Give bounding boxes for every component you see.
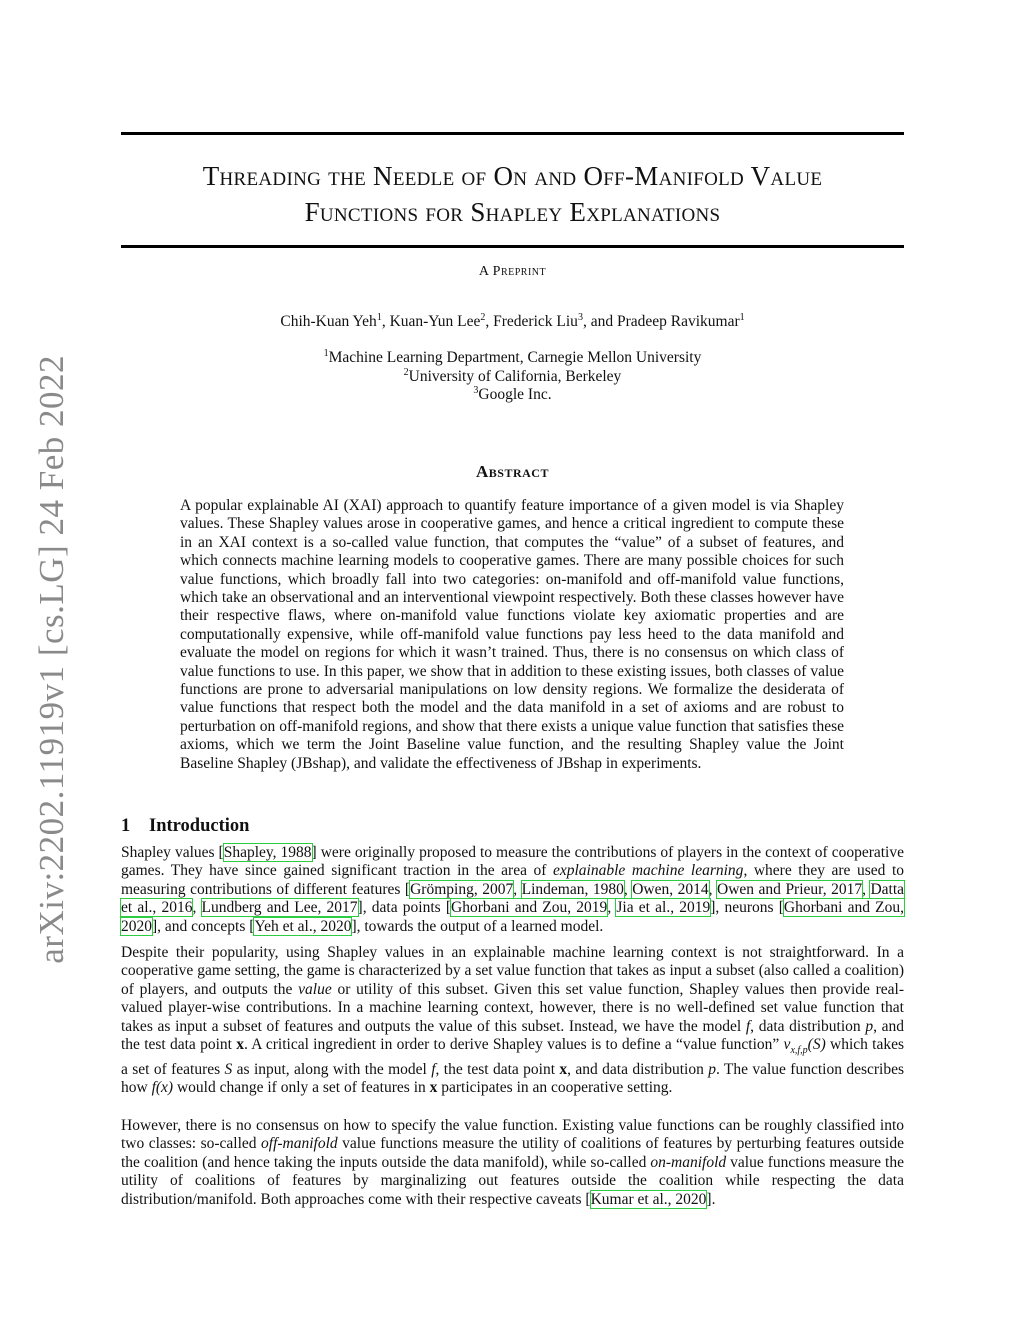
section-number: 1: [121, 816, 131, 836]
title-line-1: Threading the Needle of On and Off-Manifold Value: [202, 161, 823, 191]
citation-link[interactable]: Owen, 2014: [632, 880, 709, 898]
paragraph-intro-2: Despite their popularity, using Shapley values in an explainable machine learning context is not straightforward. In a cooperative game setting, the game is characterized by a set value function that takes as input a subset (also called a coalition) of players, and outputs the value or utility of this subset. Given this set value function, Shapley values then provide real-valued player-wise contributions. In a machine learning context, however, there is no well-defined set value function that takes as input a subset of features and outputs the value of this subset. Instead, we have the model f, data distribution p, and the test data point x. A critical ingredient in order to derive Shapley values is to define a “value function” $v_{x,f,p}(S)$ which takes a set of features S as input, along with the model f, the test data point x, and data distribution p. The value function describes how f(x) would change if only a set of features in x participates in an cooperative setting.: [121, 944, 905, 1096]
citation-link[interactable]: Shapley, 1988: [223, 844, 312, 861]
author-list: Chih-Kuan Yeh$^1$, Kuan-Yun Lee$^2$, Frederick Liu$^3$, and Pradeep Ravikumar$^1$: [280, 311, 745, 330]
arxiv-side-stamp: arXiv:2202.11919v1 [cs.LG] 24 Feb 2022: [32, 355, 71, 964]
citation-link[interactable]: Yeh et al., 2020: [254, 917, 352, 935]
paragraph-intro-3: However, there is no consensus on how to specify the value function. Existing value functions can be roughly classified into two classes: so-called off-manifold value functions measure the utility of coalitions of features by perturbing features outside the coalition (and hence taking the inputs outside the data manifold), while so-called on-manifold value functions measure the utility of coalitions of features by marginalizing out features outside the coalition while respecting the data distribution/manifold. Both approaches come with their respective caveats [Kumar et al., 2020].: [121, 1117, 904, 1208]
author-name: Frederick Liu: [493, 313, 578, 330]
affiliations: [121, 349, 904, 405]
abstract-text: A popular explainable AI (XAI) approach to quantify feature importance of a given model is via Shapley values. These Shapley values arose in cooperative games, and hence a critical ingredient to compute these in an XAI context is a so-called value function, that computes the “value” of a subset of features, and which connects machine learning models to cooperative games. There are many possible choices for such value functions, which broadly fall into two categories: on-manifold and off-manifold value functions, which take an observational and an interventional viewpoint respectively. Both these classes however have their respective flaws, where on-manifold value functions violate key axiomatic properties and are computationally expensive, while off-manifold value functions pay less heed to the data manifold and evaluate the model on regions for which it wasn’t trained. Thus, there is no consensus on which class of value functions to use. In this paper, we show that in addition to these existing issues, both classes of value functions are prone to adversarial manipulations on low density regions. We formalize the desiderata of value functions that respect both the model and the data manifold in a set of axioms and are robust to perturbation on off-manifold regions, and show that there exists a unique value function that satisfies these axioms, which we term the Joint Baseline value function, and the resulting Shapley value the Joint Baseline Shapley (JBshap), and validate the effectiveness of JBshap in experiments.: [180, 497, 844, 772]
abstract-heading: Abstract: [476, 462, 549, 481]
citation-link[interactable]: Kumar et al., 2020: [590, 1190, 707, 1208]
title-top-rule: [121, 132, 904, 135]
section-title: Introduction: [149, 816, 250, 836]
paragraph-intro-1: Shapley values [Shapley, 1988] were originally proposed to measure the contributions of players in the context of cooperative games. They have since gained significant traction in the area of explainable machine learning, where they are used to measuring contributions of different features [Grömping, 2007, Lindeman, 1980, Owen, 2014, Owen and Prieur, 2017, Datta et al., 2016, Lundberg and Lee, 2017], data points [Ghorbani and Zou, 2019, Jia et al., 2019], neurons [Ghorbani and Zou, 2020], and concepts [Yeh et al., 2020], towards the output of a learned model.: [121, 844, 905, 935]
affiliation-line: $^2$University of California, Berkeley: [403, 366, 622, 385]
affiliation-line: $^3$Google Inc.: [473, 384, 552, 403]
citation-link[interactable]: Ghorbani and Zou, 2019: [451, 899, 608, 917]
paper-title: [121, 158, 904, 230]
citation-link[interactable]: Lundberg and Lee, 2017: [201, 899, 358, 917]
citation-link[interactable]: Owen and Prieur, 2017: [717, 880, 863, 898]
citation-link[interactable]: Lindeman, 1980: [521, 880, 624, 898]
title-line-2: Functions for Shapley Explanations: [304, 197, 721, 227]
citation-link[interactable]: Jia et al., 2019: [616, 899, 711, 917]
citation-link[interactable]: Datta et al., 2016: [121, 880, 905, 917]
section-heading: [121, 816, 249, 837]
citation-link[interactable]: Ghorbani and Zou, 2020: [121, 899, 905, 935]
title-bottom-rule: [121, 245, 904, 248]
author-name: Kuan-Yun Lee: [389, 313, 481, 330]
affiliation-line: $^1$Machine Learning Department, Carnegie Mellon University: [323, 347, 702, 366]
author-name: Chih-Kuan Yeh: [280, 313, 377, 330]
author-name: Pradeep Ravikumar: [616, 313, 740, 330]
citation-link[interactable]: Grömping, 2007: [410, 880, 514, 898]
preprint-label: A Preprint: [478, 264, 547, 279]
